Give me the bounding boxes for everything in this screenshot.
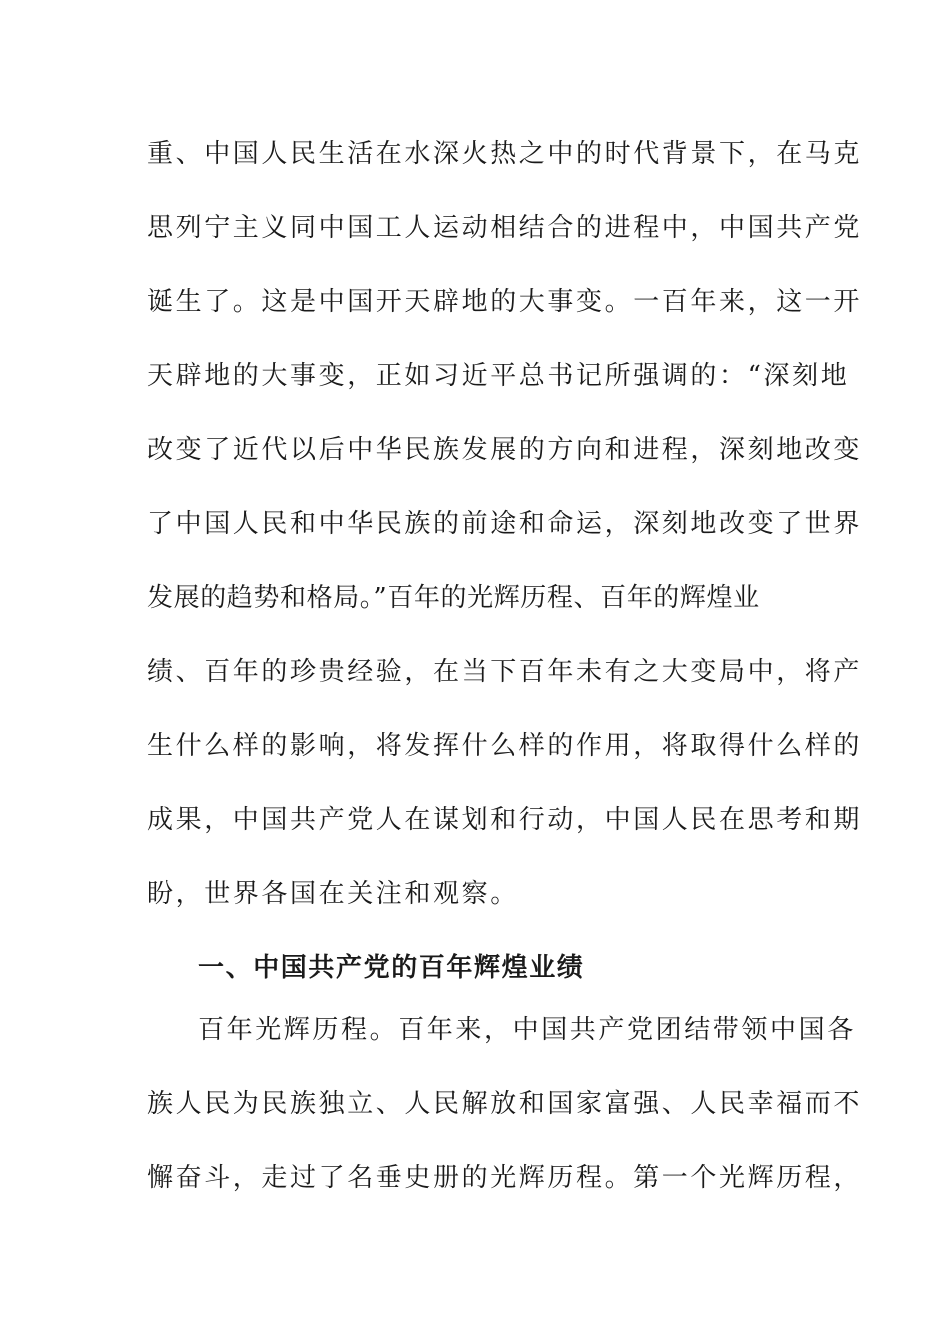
text-line: 生什么样的影响，将发挥什么样的作用，将取得什么样的 <box>147 731 863 761</box>
text-line: 发展的趋势和格局。”百年的光辉历程、百年的辉煌业 <box>147 583 760 613</box>
text-line: 成果，中国共产党人在谋划和行动，中国人民在思考和期 <box>147 805 863 835</box>
text-line: 改变了近代以后中华民族发展的方向和进程，深刻地改变 <box>147 435 863 465</box>
text-line: 盼，世界各国在关注和观察。 <box>147 879 519 909</box>
text-line: 百年光辉历程。百年来，中国共产党团结带领中国各 <box>198 1015 856 1045</box>
text-line: 思列宁主义同中国工人运动相结合的进程中，中国共产党 <box>147 213 863 243</box>
text-line: 诞生了。这是中国开天辟地的大事变。一百年来，这一开 <box>147 287 863 317</box>
text-line: 族人民为民族独立、人民解放和国家富强、人民幸福而不 <box>147 1089 863 1119</box>
text-line: 懈奋斗，走过了名垂史册的光辉历程。第一个光辉历程， <box>147 1163 863 1193</box>
section-heading: 一、中国共产党的百年辉煌业绩 <box>198 953 585 983</box>
text-line: 了中国人民和中华民族的前途和命运，深刻地改变了世界 <box>147 509 863 539</box>
text-line: 重、中国人民生活在水深火热之中的时代背景下，在马克 <box>147 139 863 169</box>
text-line: 绩、百年的珍贵经验，在当下百年未有之大变局中，将产 <box>147 657 863 687</box>
text-line: 天辟地的大事变，正如习近平总书记所强调的：“深刻地 <box>147 361 850 391</box>
body-text <box>147 129 863 1227</box>
